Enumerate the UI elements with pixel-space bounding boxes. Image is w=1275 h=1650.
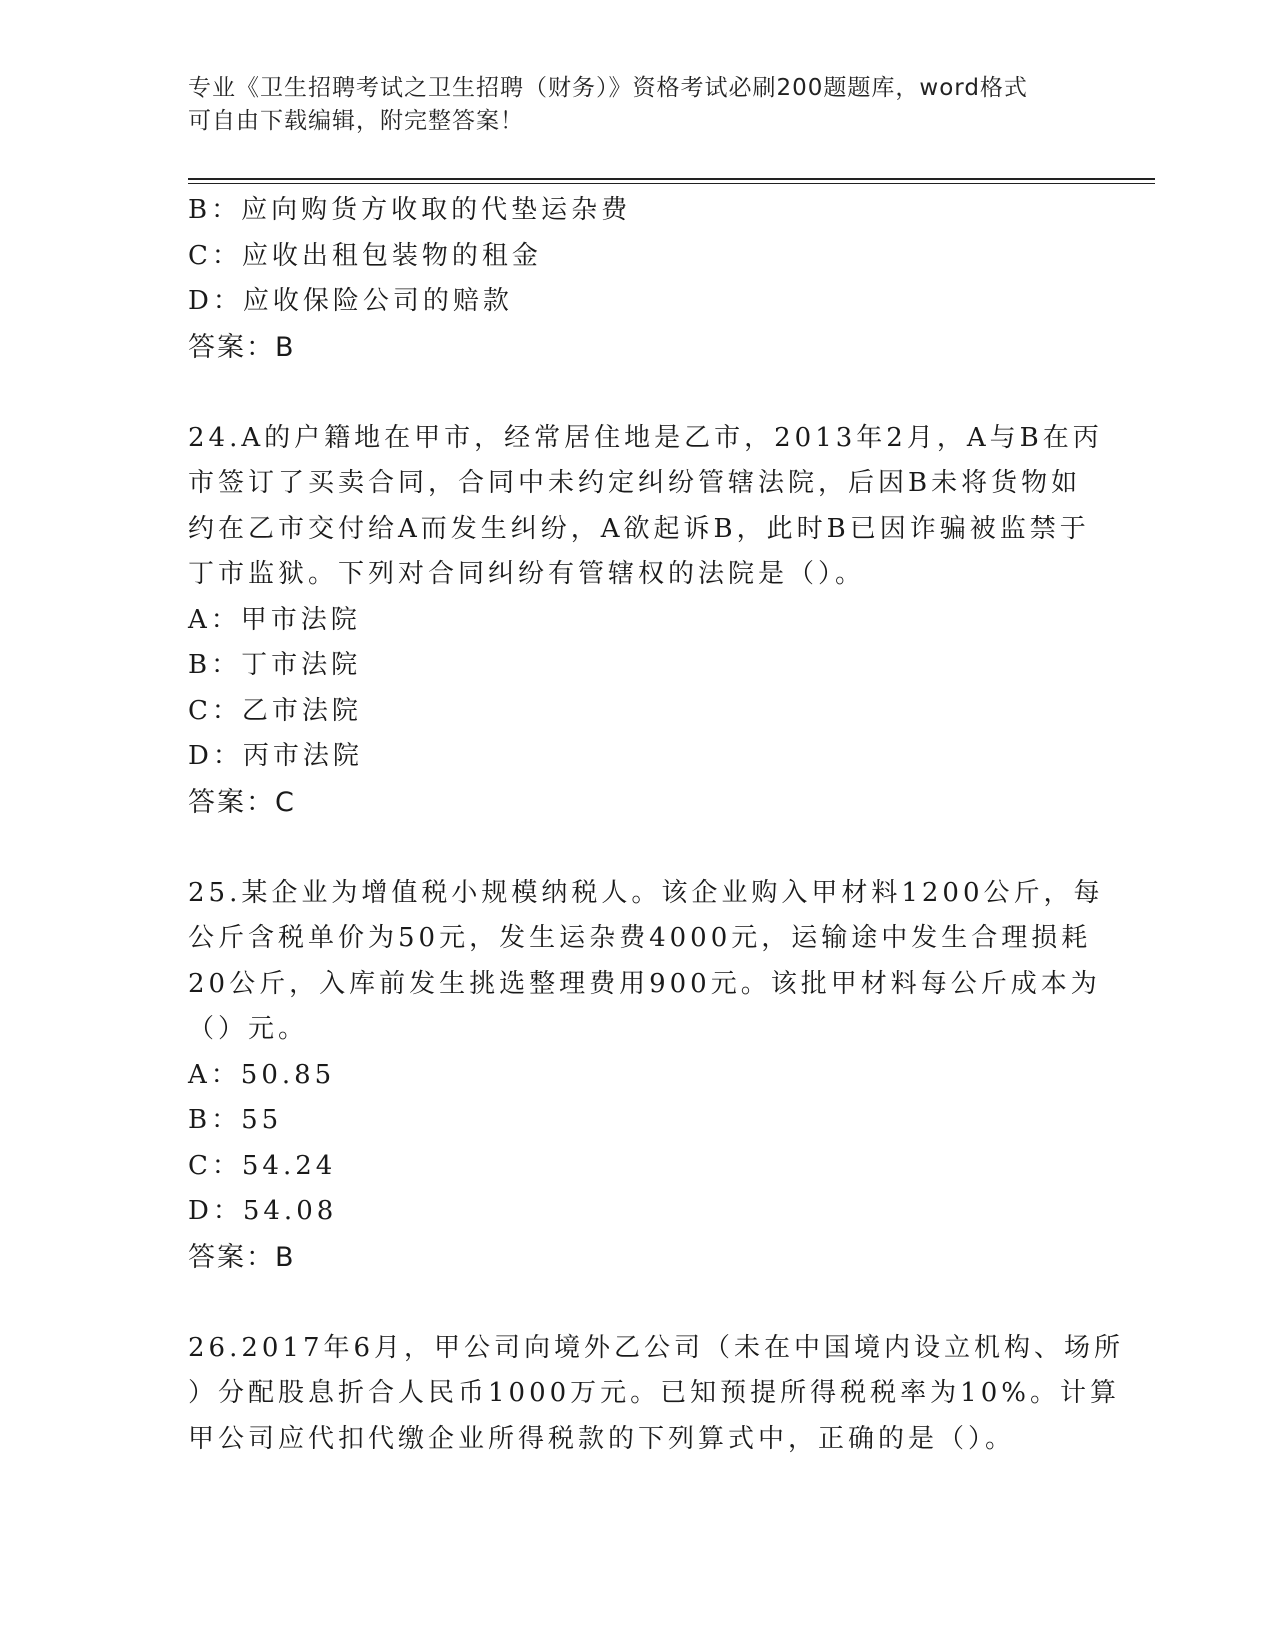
document-header xyxy=(188,72,1088,138)
question-text-line: 丁市监狱。下列对合同纠纷有管辖权的法院是（）。 xyxy=(188,559,866,589)
header-rule-thin xyxy=(188,183,1155,184)
question-25 xyxy=(188,871,1104,1281)
answer-line: 答案：C xyxy=(188,786,296,818)
header-rule-thick xyxy=(188,178,1155,180)
header-line-2: 可自由下载编辑，附完整答案！ xyxy=(188,108,524,134)
option-line: A：甲市法院 xyxy=(188,604,361,635)
question-text-line: 甲公司应代扣代缴企业所得税款的下列算式中，正确的是（）。 xyxy=(188,1423,1016,1454)
spacer xyxy=(188,1280,1088,1326)
spacer xyxy=(188,370,1088,416)
question-text-line: 24.A的户籍地在甲市，经常居住地是乙市，2013年2月，A与B在丙 xyxy=(188,422,1103,453)
question-text-line: 公斤含税单价为50元，发生运杂费4000元，运输途中发生合理损耗 xyxy=(188,923,1092,953)
option-line: C：乙市法院 xyxy=(188,695,362,726)
answer-line: 答案：B xyxy=(188,331,296,363)
header-line-1: 专业《卫生招聘考试之卫生招聘（财务）》资格考试必刷200题题库，word格式 xyxy=(188,75,1028,101)
document-body xyxy=(188,188,1125,1462)
answer-line: 答案：B xyxy=(188,1241,296,1273)
spacer xyxy=(188,825,1088,871)
question-text-line: 市签订了买卖合同，合同中未约定纠纷管辖法院，后因B未将货物如 xyxy=(188,468,1082,498)
option-line: C：应收出租包装物的租金 xyxy=(188,240,542,271)
option-line: D：丙市法院 xyxy=(188,741,363,771)
option-line: B：丁市法院 xyxy=(188,650,362,680)
question-text-line: （）元。 xyxy=(188,1014,309,1044)
question-23-tail xyxy=(188,188,1088,370)
option-line: D：54.08 xyxy=(188,1196,338,1226)
question-text-line: ）分配股息折合人民币1000万元。已知预提所得税税率为10%。计算 xyxy=(188,1378,1120,1408)
question-text-line: 约在乙市交付给A而发生纠纷，A欲起诉B，此时B已因诈骗被监禁于 xyxy=(188,513,1090,544)
question-text-line: 26.2017年6月，甲公司向境外乙公司（未在中国境内设立机构、场所 xyxy=(188,1332,1125,1363)
question-text-line: 20公斤，入库前发生挑选整理费用900元。该批甲材料每公斤成本为 xyxy=(188,968,1101,999)
option-line: B：55 xyxy=(188,1105,283,1135)
option-line: A：50.85 xyxy=(188,1059,336,1090)
option-line: D：应收保险公司的赔款 xyxy=(188,286,513,316)
option-line: C：54.24 xyxy=(188,1150,337,1181)
question-text-line: 25.某企业为增值税小规模纳税人。该企业购入甲材料1200公斤，每 xyxy=(188,877,1104,908)
option-line: B：应向购货方收取的代垫运杂费 xyxy=(188,195,632,225)
question-26 xyxy=(188,1326,1125,1463)
question-24 xyxy=(188,416,1103,826)
